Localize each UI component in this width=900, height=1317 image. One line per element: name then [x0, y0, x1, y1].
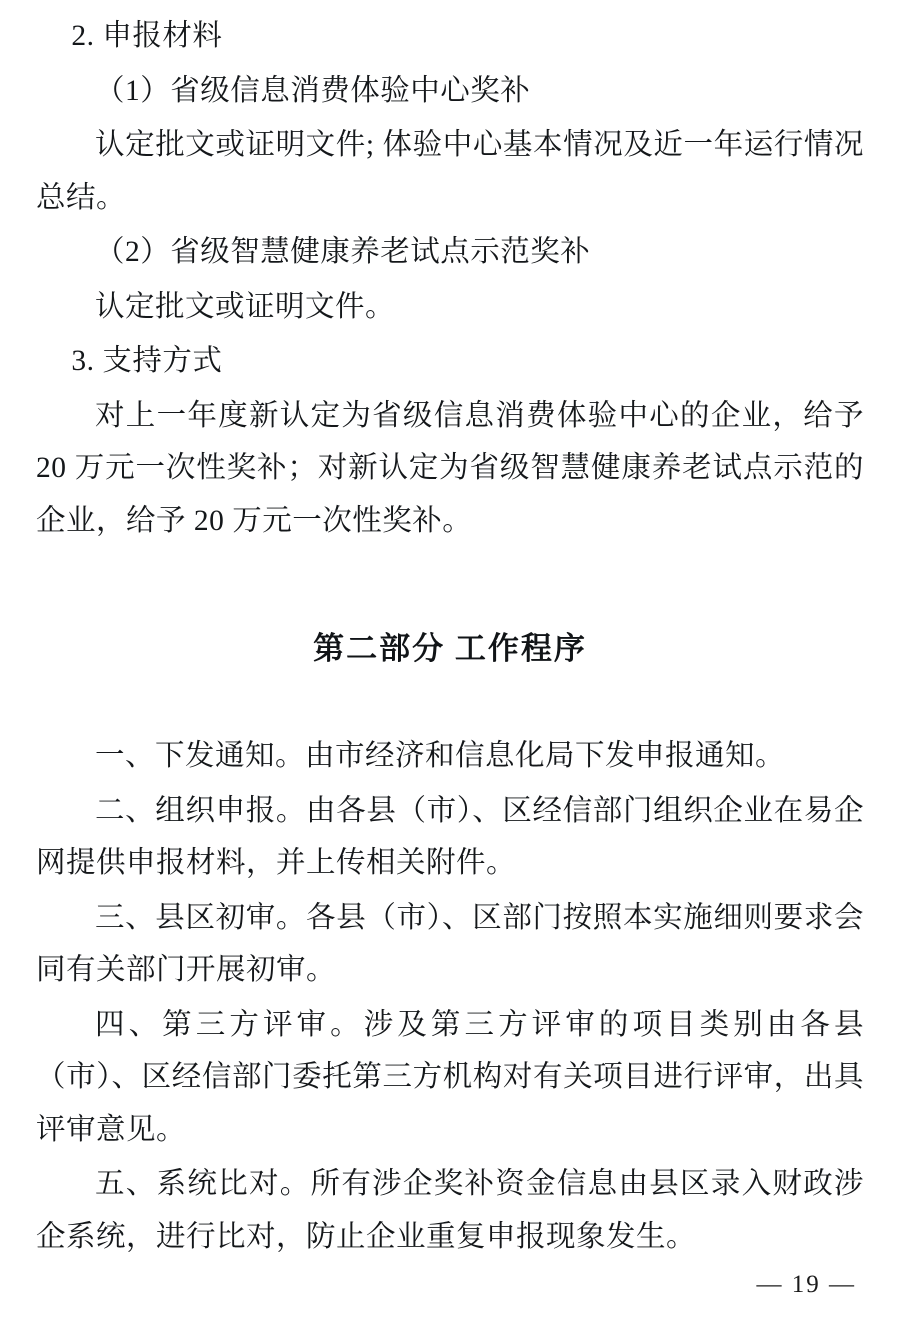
procedure-item-1: 一、下发通知。由市经济和信息化局下发申报通知。: [95, 740, 786, 772]
list-item-smart-health-elderly: （2）省级智慧健康养老试点示范奖补: [95, 236, 591, 268]
paragraph-support-method-body: 对上一年度新认定为省级信息消费体验中心的企业，给予 20 万元一次性奖补；对新认定为省级智慧健康养老试点示范的企业，给予 20 万元一次性奖补。: [36, 399, 864, 537]
section-title-part-two: 第二部分 工作程序: [313, 631, 587, 666]
spacer-after-section-title: [36, 668, 864, 730]
heading-support-method: 3. 支持方式: [71, 345, 223, 377]
procedure-item-2: 二、组织申报。由各县（市）、区经信部门组织企业在易企网提供申报材料，并上传相关附件。: [36, 794, 864, 879]
list-item-provincial-info-consumption: （1）省级信息消费体验中心奖补: [95, 74, 531, 107]
procedure-item-3: 三、县区初审。各县（市）、区部门按照本实施细则要求会同有关部门开展初审。: [36, 901, 864, 986]
spacer-before-section-title: [36, 549, 864, 623]
procedure-item-5: 五、系统比对。所有涉企奖补资金信息由县区录入财政涉企系统，进行比对，防止企业重复申报现象发生。: [36, 1168, 864, 1253]
paragraph-info-consumption-materials: 认定批文或证明文件; 体验中心基本情况及近一年运行情况总结。: [36, 129, 864, 214]
page-number: — 19 —: [756, 1271, 856, 1298]
procedure-item-4: 四、第三方评审。涉及第三方评审的项目类别由各县（市）、区经信部门委托第三方机构对有关项目进行评审，出具评审意见。: [36, 1008, 864, 1146]
heading-application-materials: 2. 申报材料: [71, 20, 223, 52]
paragraph-smart-health-materials: 认定批文或证明文件。: [95, 290, 396, 323]
